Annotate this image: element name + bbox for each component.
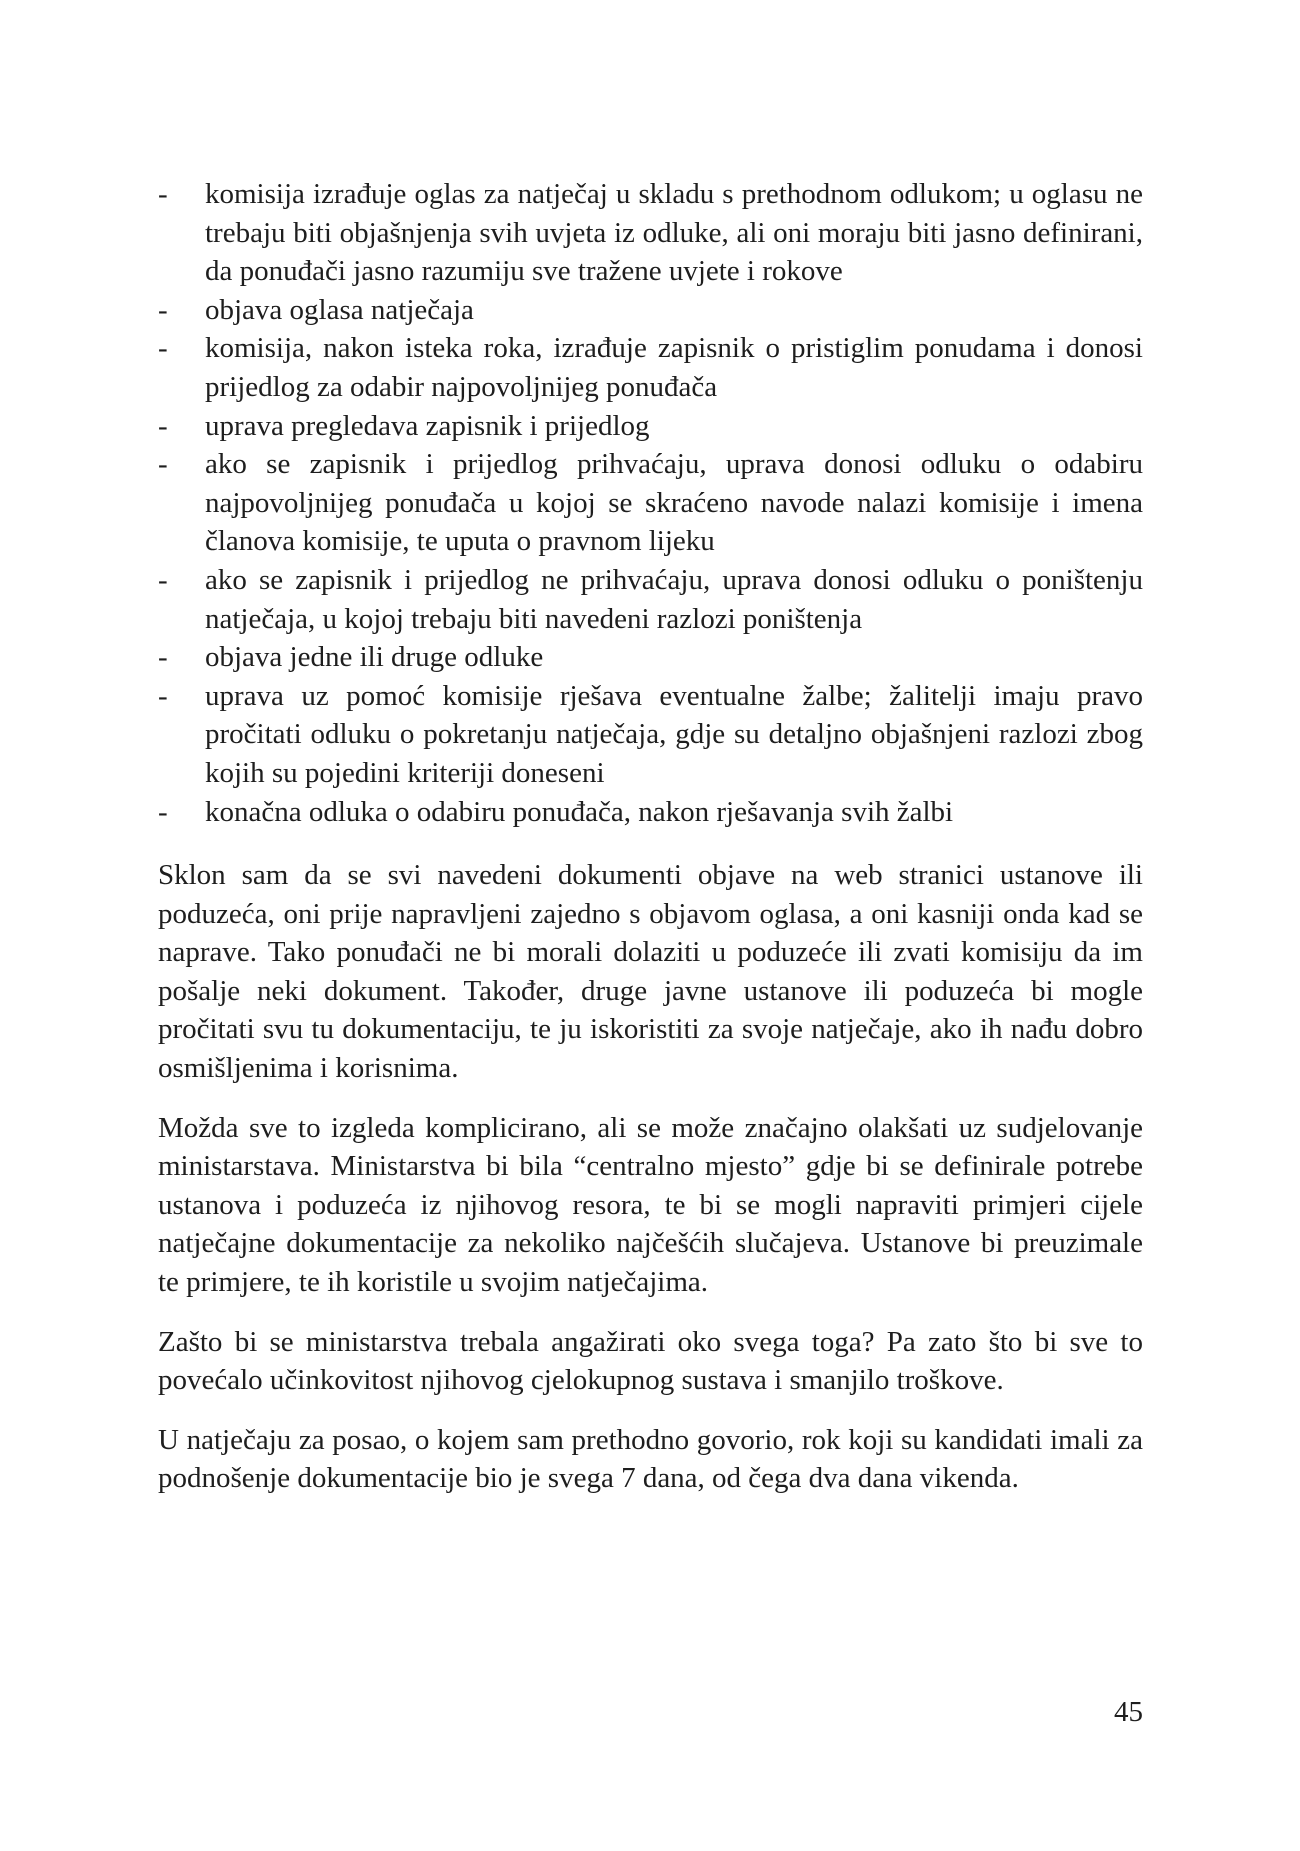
list-item: [158, 291, 1143, 330]
list-item: [158, 677, 1143, 793]
page-content: [158, 175, 1143, 1498]
list-dash: -: [158, 679, 168, 712]
list-dash: -: [158, 409, 168, 442]
list-dash: -: [158, 332, 168, 365]
list-dash: -: [158, 563, 168, 596]
body-paragraph: Zašto bi se ministarstva trebala angažirati oko svega toga? Pa zato što bi sve to povećalo učinkovitost njihovog cjelokupnog sustava i smanjilo troškove.: [158, 1325, 1143, 1397]
body-paragraph: U natječaju za posao, o kojem sam prethodno govorio, rok koji su kandidati imali za podnošenje dokumentacije bio je svega 7 dana, od čega dva dana vikenda.: [158, 1423, 1143, 1495]
list-item-text: uprava pregledava zapisnik i prijedlog: [205, 409, 650, 442]
list-item: [158, 638, 1143, 677]
list-dash: -: [158, 293, 168, 326]
list-item: [158, 445, 1143, 561]
list-dash: -: [158, 448, 168, 481]
list-dash: -: [158, 178, 168, 210]
body-paragraph: Sklon sam da se svi navedeni dokumenti objave na web stranici ustanove ili poduzeća, oni prije napravljeni zajedno s objavom oglasa, a oni kasniji onda kad se naprave. Tako ponuđači ne bi morali dolaziti u poduzeće ili zvati komisiju da im pošalje neki dokument. Također, druge javne ustanove ili poduzeća bi mogle pročitati svu tu dokumentaciju, te ju iskoristiti za svoje natječaje, ako ih nađu dobro osmišljenima i korisnima.: [158, 859, 1143, 1085]
list-item-text: uprava uz pomoć komisije rješava eventualne žalbe; žalitelji imaju pravo pročitati odluku o pokretanju natječaja, gdje su detaljno objašnjeni razlozi zbog kojih su pojedini kriteriji doneseni: [205, 679, 1143, 789]
list-item-text: konačna odluka o odabiru ponuđača, nakon rješavanja svih žalbi: [205, 795, 954, 828]
list-item-text: objava oglasa natječaja: [205, 293, 474, 326]
list-item-text: ako se zapisnik i prijedlog ne prihvaćaju, uprava donosi odluku o poništenju natječaja, u kojoj trebaju biti navedeni razlozi poništenja: [205, 563, 1143, 635]
list-item-text: ako se zapisnik i prijedlog prihvaćaju, uprava donosi odluku o odabiru najpovoljnijeg ponuđača u kojoj se skraćeno navode nalazi komisije i imena članova komisije, te uputa o pravnom lijeku: [205, 448, 1143, 558]
list-item: [158, 561, 1143, 638]
list-item: [158, 793, 1143, 832]
list-item-text: objava jedne ili druge odluke: [205, 641, 544, 674]
list-item: [158, 329, 1143, 406]
list-item-text: komisija, nakon isteka roka, izrađuje zapisnik o pristiglim ponudama i donosi prijedlog za odabir najpovoljnijeg ponuđača: [205, 332, 1143, 403]
page-number: 45: [1114, 1696, 1143, 1728]
body-paragraph: Možda sve to izgleda komplicirano, ali se može značajno olakšati uz sudjelovanje ministarstava. Ministarstva bi bila “centralno mjesto” gdje bi se definirale potrebe ustanova i poduzeća iz njihovog resora, te bi se mogli napraviti primjeri cijele natječajne dokumentacije za nekoliko najčešćih slučajeva. Ustanove bi preuzimale te primjere, te ih koristile u svojim natječajima.: [158, 1111, 1143, 1299]
list-item-text: komisija izrađuje oglas za natječaj u skladu s prethodnom odlukom; u oglasu ne trebaju biti objašnjenja svih uvjeta iz odluke, ali oni moraju biti jasno definirani, da ponuđači jasno razumiju sve tražene uvjete i rokove: [205, 178, 1143, 288]
list-item: [158, 175, 1143, 291]
list-item: [158, 407, 1143, 446]
list-dash: -: [158, 641, 168, 674]
list-dash: -: [158, 795, 168, 828]
procedure-step-list: [158, 175, 1143, 831]
